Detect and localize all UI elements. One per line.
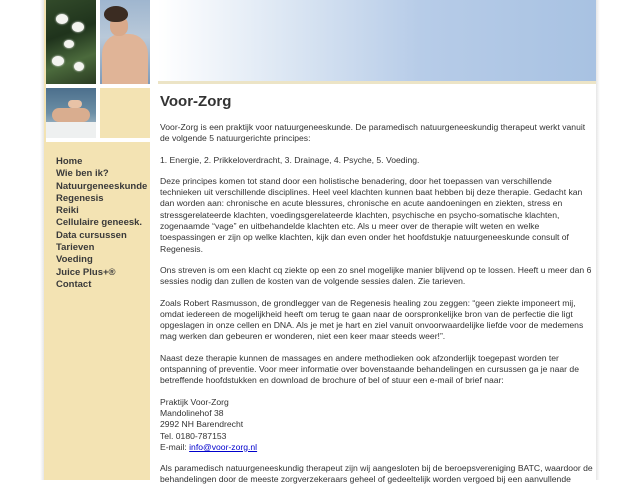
address-street: Mandolinehof 38 bbox=[160, 407, 224, 418]
nav-item-natuurgeneeskunde[interactable]: Natuurgeneeskunde bbox=[56, 180, 148, 192]
flower-icon bbox=[56, 14, 68, 24]
batc-paragraph: Als paramedisch natuurgeneeskundig therapeut zijn wij aangesloten bij de beroepsvereniging BATC, waardoor de behandelingen door de meeste zorgverzekeraars geheel of gedeeltelijk worden vergoed bij een aanvullende bbox=[160, 463, 593, 485]
nav-item-juice-plus[interactable]: Juice Plus+® bbox=[56, 266, 116, 278]
address-email-label: E-mail: bbox=[160, 441, 190, 452]
nav-item-data-cursussen[interactable]: Data cursussen bbox=[56, 229, 127, 241]
sidebar-tile bbox=[100, 88, 150, 138]
boy-photo bbox=[100, 0, 150, 84]
flower-icon bbox=[52, 56, 64, 66]
flower-icon bbox=[72, 22, 84, 32]
photo-divider bbox=[96, 0, 100, 140]
address-block bbox=[160, 397, 594, 453]
nav-item-regenesis[interactable]: Regenesis bbox=[56, 192, 104, 204]
flower-icon bbox=[64, 40, 74, 48]
flowers-photo bbox=[46, 0, 96, 84]
address-phone: Tel. 0180-787153 bbox=[160, 430, 227, 441]
goal-paragraph: Ons streven is om een klacht cq ziekte op een zo snel mogelijke manier blijvend op te lossen. Heeft u meer dan 6 sessies nodig dan zullen de kosten van de volgende sessies dalen. Zie tarieven. bbox=[160, 264, 592, 287]
page-title: Voor-Zorg bbox=[160, 93, 232, 110]
quote-paragraph: Zoals Robert Rasmusson, de grondlegger van de Regenesis healing zou zeggen: “geen ziekte imponeert mij, omdat iedereen de mogelijkheid heeft om terug te gaan naar de oorspronkelijke bron van de perfectie die ligt opgeslagen in onze cellen en DNA. Als je met je hart en ziel vanuit onvoorwaardelijke liefde voor de medemens mag werken dan gebeuren er wonderen, niet een keer maar steeds weer!”. bbox=[160, 297, 584, 342]
header-underline bbox=[158, 81, 596, 84]
nav-item-voeding[interactable]: Voeding bbox=[56, 254, 93, 266]
sidebar-nav bbox=[56, 156, 150, 291]
intro-text: Voor-Zorg is een praktijk voor natuurgeneeskunde. De paramedisch natuurgeneeskundig therapeut werkt vanuit de volgende 5 natuurgerichte principes: bbox=[160, 122, 586, 144]
email-link[interactable]: info@voor-zorg.nl bbox=[189, 441, 258, 452]
massage-photo bbox=[46, 88, 96, 138]
principles-paragraph: Deze principes komen tot stand door een holistische benadering, door het toepassen van verschillende technieken uit verschillende disciplines. Heel veel klachten kunnen baat hebben bij deze therapie. Gedacht kan dan worden aan: chronische en acute blessures, chronische en acute aandoeningen en ziekten, stress en stressgerelateerde klachten, voedingsgerelateerde klachten, psychische en psycho-somatische klachten, zogenaamde “vage” en uitbehandelde klachten etc. Als u meer over de therapie wilt weten en welke toespassingen er zijn op welke klachten, kijk dan even onder het hoofdstukje natuurgeneeskunde consult of Regenesis. bbox=[160, 175, 583, 254]
page-shadow-right bbox=[596, 0, 600, 480]
nav-item-tarieven[interactable]: Tarieven bbox=[56, 242, 95, 254]
principles-list: 1. Energie, 2. Prikkeloverdracht, 3. Drainage, 4. Psyche, 5. Voeding. bbox=[160, 154, 420, 165]
address-city: 2992 NH Barendrecht bbox=[160, 419, 244, 430]
header-banner bbox=[158, 0, 596, 82]
photo-divider bbox=[46, 138, 150, 142]
massage-paragraph: Naast deze therapie kunnen de massages en andere methodieken ook afzonderlijk toegepast worden ter ontspanning of preventie. Voor meer informatie over bovenstaande behandelingen en cursussen ga je naar de betreffende hoofdstukken en download de brochure of bel of stuur een e-mail of brief naar: bbox=[160, 352, 579, 386]
nav-item-home[interactable]: Home bbox=[56, 156, 83, 167]
nav-item-cellulaire-geneeskunde[interactable]: Cellulaire geneesk. bbox=[56, 217, 143, 229]
photo-divider bbox=[46, 84, 150, 88]
nav-item-wie-ben-ik[interactable]: Wie ben ik? bbox=[56, 168, 109, 180]
nav-item-contact[interactable]: Contact bbox=[56, 278, 92, 290]
main-content bbox=[160, 92, 594, 496]
address-name: Praktijk Voor-Zorg bbox=[160, 396, 229, 407]
nav-item-reiki[interactable]: Reiki bbox=[56, 205, 79, 217]
flower-icon bbox=[74, 62, 84, 71]
